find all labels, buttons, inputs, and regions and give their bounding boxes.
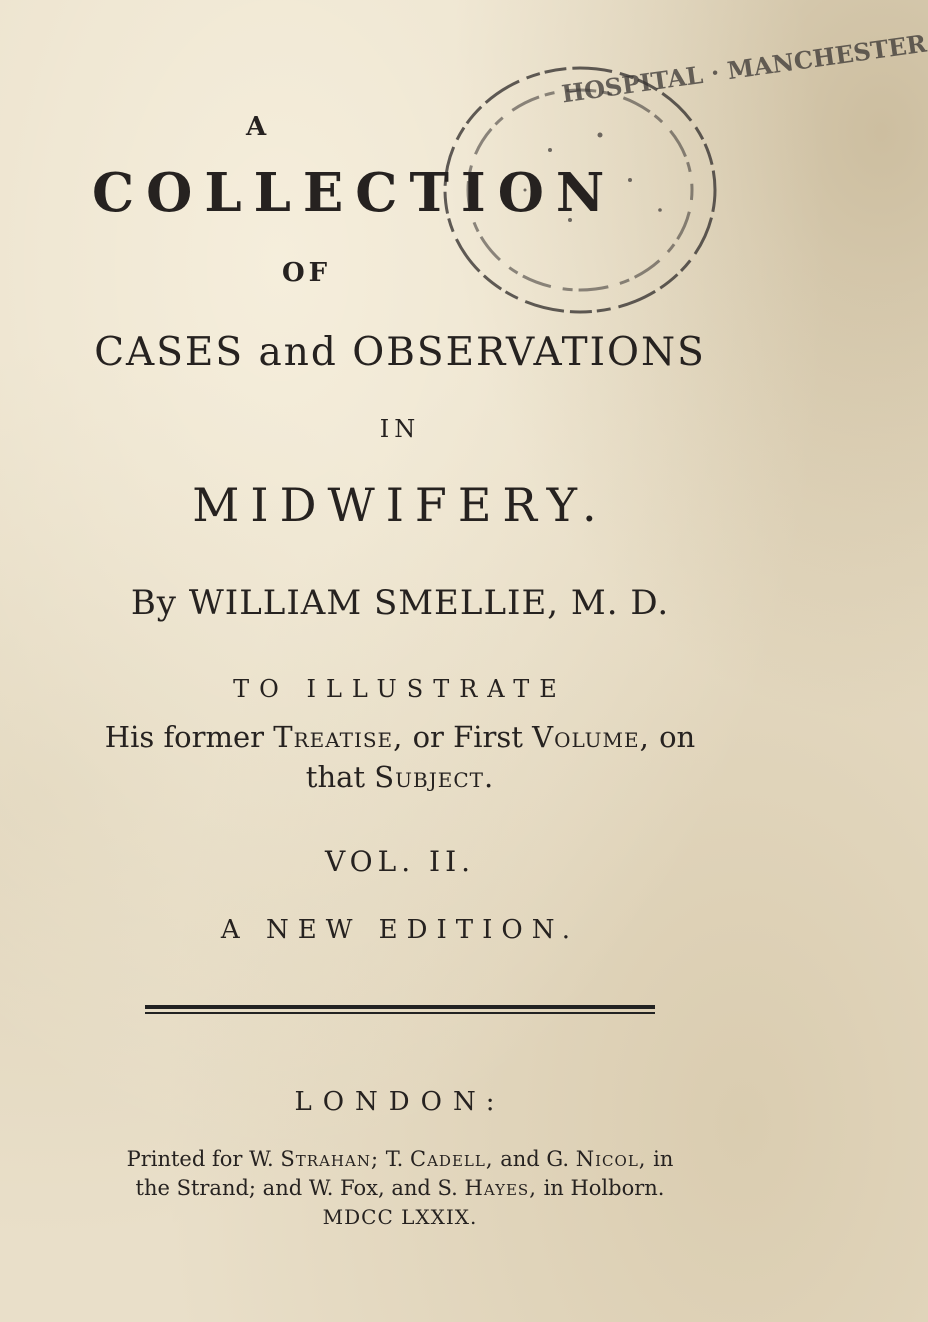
title-cases-observations: CASES and OBSERVATIONS [94,330,706,375]
or-first: or First [412,720,523,754]
imprint-line-2-post: in Holborn. [543,1176,665,1200]
imprint-line-2 [0,1176,800,1200]
imprint-line-1 [0,1147,800,1171]
title-collection: COLLECTION [92,162,617,224]
printer-t: T. [385,1147,404,1171]
imprint-line-2-pre: the Strand; and W. Fox, and S. [135,1176,458,1200]
and-g: and G. [500,1147,570,1171]
title-article: A [246,112,267,142]
subject: Subject. [374,760,495,794]
his-former: His former [104,720,265,754]
divider-rule-thin [145,1012,655,1014]
printed-for: Printed for W. [126,1147,274,1171]
title-of: OF [282,258,332,288]
imprint-date: MDCC LXXIX. [322,1205,478,1229]
title-in: IN [379,415,421,443]
that-word: that [305,760,366,794]
divider-rule-thick [145,1005,655,1009]
purpose: TO ILLUSTRATE [233,675,567,703]
title-midwifery: MIDWIFERY. [192,478,608,532]
city: LONDON: [294,1087,506,1117]
treatise: Treatise, [273,720,404,754]
printer-hayes: Hayes, [464,1176,537,1200]
volume-word: Volume, [532,720,650,754]
description-line-1 [0,720,800,754]
printer-cadell: Cadell, [410,1147,494,1171]
edition: A NEW EDITION. [220,915,580,945]
volume-number: VOL. II. [324,845,476,878]
stamp-label: HOSPITAL · MANCHESTER [559,28,928,109]
printer-strahan: Strahan; [280,1147,380,1171]
on-word: on [659,720,696,754]
printer-nicol: Nicol, [575,1147,647,1171]
author: By WILLIAM SMELLIE, M. D. [130,583,670,623]
description-line-2 [0,760,800,794]
in-word: in [653,1147,674,1171]
